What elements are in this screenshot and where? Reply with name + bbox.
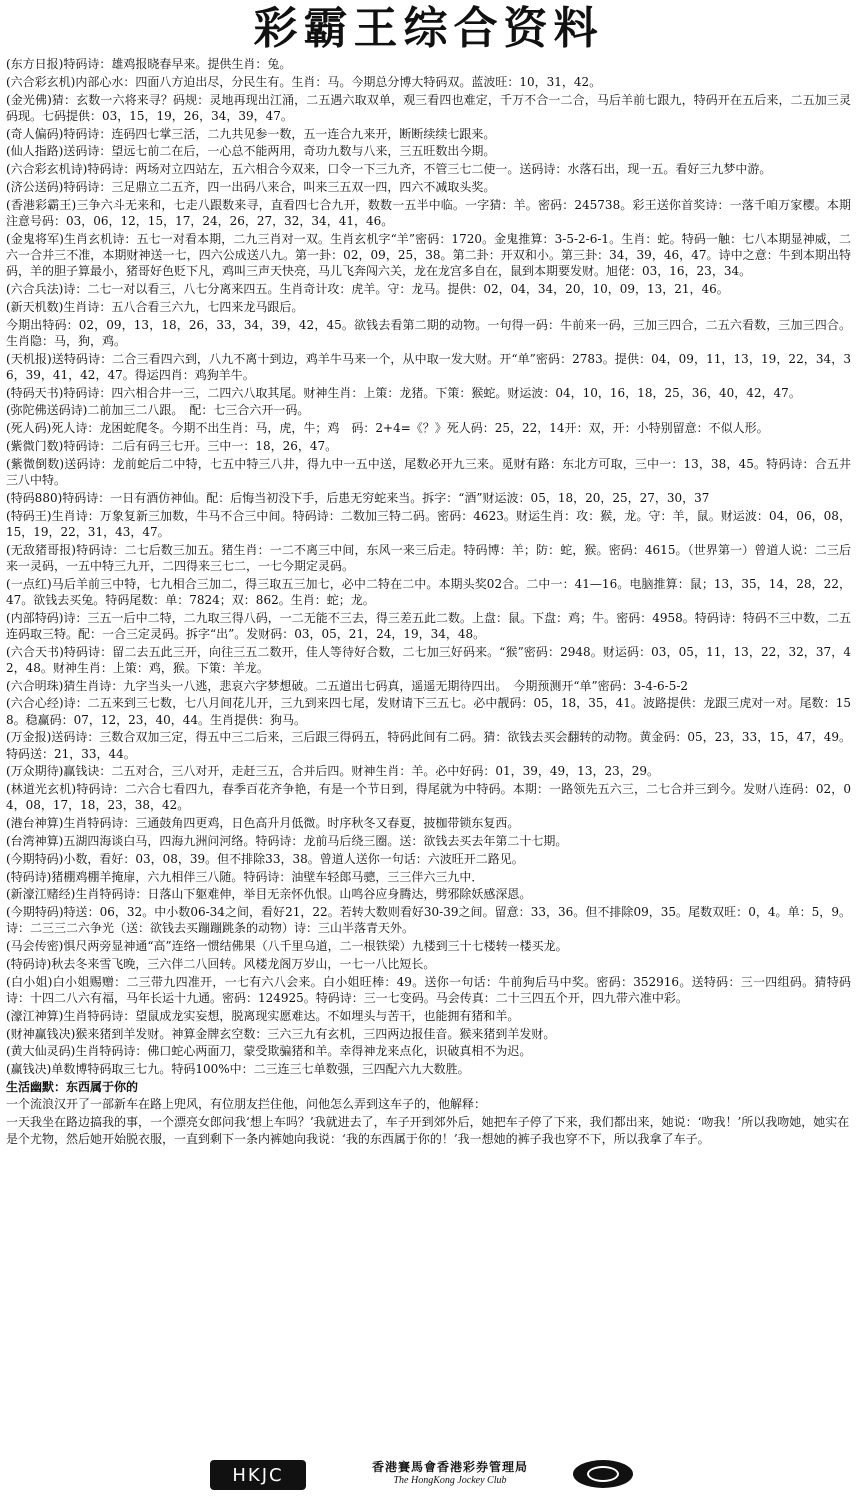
entry-source: (六合彩玄机诗) (6, 162, 88, 177)
entry-source: (特码880) (6, 490, 63, 505)
entry-text: 猜生肖诗：九字当头一八逃，悲哀六字梦想破。二五道出七码真，遥遥无期待四出。 今期预测开“单”密码：3-4-6-5-2 (63, 678, 689, 693)
info-entry (6, 490, 851, 506)
entry-source: (紫微门数) (6, 438, 64, 453)
entry-source: (仙人指路) (6, 144, 64, 159)
info-entry (6, 576, 851, 608)
entry-source: (六合天书) (6, 644, 64, 659)
jockey-club-logo (210, 1460, 306, 1490)
entry-source: (特码天书) (6, 385, 64, 400)
info-entry (6, 610, 851, 642)
entry-text: 送特码诗：二合三看四六到，八九不离十到边，鸡羊牛马来一个，从中取一发大财。开“单”密码：2783。提供：04，09，11，13，19，22，34，36，39，41，42，47。得运四肖：鸡狗羊牛。 (6, 351, 851, 382)
info-entry (6, 869, 851, 885)
entry-text: 单数博特码取三七九。特码100%中：二三连三七单数强，三四配六九大数胜。 (51, 1062, 470, 1077)
info-entry (6, 1026, 851, 1042)
entry-text: 生肖特码诗：日落山下躯难伸，举目无亲怀仇恨。山鸣谷应身腾达，劈邪除妖感深恩。 (75, 887, 532, 902)
entry-source: (马会传密) (6, 939, 64, 954)
entry-source: (紫微倒数) (6, 456, 65, 471)
entry-text: 猜：玄数一六将来寻？码规：灵地再现出江涌，二五遇六取双单，观三看四也难定，千万不合一二合，马后羊前七跟九，特码开在五后来，二五加三灵码现。七码提供：03，15，19，26，34，39，47。 (6, 92, 851, 123)
entry-text: 诗：二五来到三七数，七八月间花儿开，三九到来四七尾，发财请下三五七。必中靓码：05，18，35，41。波路提供：龙跟三虎对一对。尾数：158。稳赢码：07，12，23，40，44。生肖提供：狗马。 (6, 696, 851, 727)
info-entry (6, 197, 851, 229)
entry-text: 特送：06，32。中小数06-34之间，看好21，22。若转大数则看好30-39之间。留意：33，36。但不排除09，35。尾数双旺：0，4。单：5，9。诗：二三三二六争光（送：欲钱去买蹦蹦跳条的动物）诗：三山半落青天外。 (6, 905, 851, 936)
info-entry (6, 974, 851, 1006)
info-entry (6, 420, 851, 436)
entry-source: (台湾神算) (6, 833, 64, 848)
entry-source: (特码王) (6, 508, 52, 523)
entry-text: 特码诗：二六合七看四九，春季百花齐争艳，有是一个节日到，得尾就为中特码。本期：一路领先五六三，二七合并三到今。发财八连码：02，04，08，17，18，23，38，42。 (6, 782, 851, 813)
story-paragraph: 一天我坐在路边搞我的事，一个漂亮女郎问我‘想上车吗？’我就进去了，车子开到郊外后，她把车子停了下来，我们都出来，她说：‘吻我！’所以我吻她，她实在是个尤物，然后她开始脱衣服，一直到剩下一条内裤她向我说：‘我的东西属于你的！’我一想她的裤子我也穿不下，所以我拿了车子。 (6, 1114, 850, 1147)
entry-source: (死人码) (6, 421, 52, 436)
entry-text: 特码诗：一日有酒仿神仙。配：后悔当初没下手，后患无穷蛇来当。拆字：“酒”财运波：05，18，20，25，27，30，37 (62, 490, 710, 505)
info-entry (6, 126, 851, 142)
entry-source: (港台神算) (6, 816, 64, 831)
entry-source: (林道光玄机) (6, 782, 77, 797)
info-entry (6, 143, 851, 159)
info-entry (6, 231, 851, 280)
entry-text: 特码诗：四六相合井一三，二四六八取其尾。财神生肖：上策：龙猪。下策：猴蛇。财运波：04，10，16，18，25，36，40，42，47。 (63, 385, 801, 400)
info-entry (6, 317, 851, 349)
entry-text: 惧尺两旁显神通“高”连络一惯结佛果（八千里乌道，二一根铁梁）九楼到三十七楼转一楼买龙。 (63, 939, 568, 954)
info-entry (6, 456, 851, 488)
entry-source: (内部特码) (6, 610, 64, 625)
entry-text: 送码诗：龙前蛇后二中特，七五中特三八井，得九中一五中送，尾数必开九三来。觅财有路：东北方可取，三中一：13，38，45。特码诗：合五井三八中特。 (6, 456, 851, 487)
entry-text: 特码诗：留二去五此三开，向往三五二数开，佳人等待好合数，二七加三好码来。“猴”密码：2948。财运码：03，05，11，13，22，32，37，42，48。财神生肖：上策：鸡，猴。下策：羊龙。 (6, 644, 851, 675)
entry-source: (弥陀佛送码诗) (6, 403, 88, 418)
entry-source: (一点红) (6, 576, 52, 591)
entry-source: (无敌猪哥报) (6, 542, 76, 557)
entry-source: (万众期待) (6, 764, 64, 779)
entry-source: (六合彩玄机) (6, 74, 76, 89)
jockey-club-logo-text: HKJC (232, 1464, 284, 1486)
entry-source: (新天机数) (6, 299, 64, 314)
info-entry (6, 729, 851, 761)
entry-text: 特码诗：二后有码三七开。三中一：18，26，47。 (63, 438, 338, 453)
entry-text: 生肖特码诗：三通鼓角四更鸡，日色高升月低微。时序秋冬又春夏，披枷带锁东复西。 (63, 816, 520, 831)
entry-text: 特码诗：连码四七掌三活，二九共见参一数，五一连合九来开，断断续续七跟来。 (63, 126, 496, 141)
entry-source: (财神赢钱决) (6, 1026, 76, 1041)
entry-text: 赢钱诀：二五对合，三八对开，走赶三五，合并后四。财神生肖：羊。必中好码：01，39，49，13，23，29。 (63, 764, 659, 779)
info-entry (6, 351, 851, 383)
entry-source: (东方日报) (6, 57, 64, 71)
entry-text: 今期出特码：02，09，13，18，26，33，34，39，42，45。欲钱去看第二期的动物。一句得一码：牛前来一码，三加三四合，二五六看数，三加三四合。生肖隐：马，狗，鸡。 (6, 317, 851, 348)
entry-text: 内部心水：四面八方迫出尽，分民生有。生肖：马。今期总分博大特码双。蓝波旺：10，31，42。 (75, 74, 602, 89)
entry-source: (新濠江赌经) (6, 887, 76, 902)
humor-title: 生活幽默：东西属于你的 (6, 1080, 139, 1095)
entry-source: (白小姐) (6, 974, 53, 989)
info-entry (6, 644, 851, 676)
info-entry (6, 1061, 851, 1077)
entry-text: 生肖特码诗：佛口蛇心两面刀，蒙受欺骗猪和羊。幸得神龙来点化，识破真相不为迟。 (75, 1044, 532, 1059)
entry-source: (万金报) (6, 730, 52, 745)
entry-text: 三争六斗无来和，七走八跟数来寻，直看四七合九开，数数一五半中临。一字猜：羊。密码：245738。彩王送你首奖诗：一落千咱万家樱。本期注意号码：03，06，12，15，17，24，26，27，32，34，41，46。 (6, 197, 851, 228)
entry-text: 送码诗：三数合双加三定，得五中三二后来，三后跟三得码五，特码此间有二码。猜：欲钱去买会翻转的动物。黄金码：05，23，33，15，47，49。特码送：21，33，44。 (6, 730, 851, 761)
entry-text: 诗：二七一对以看三，八七分离来四五。生肖奇计攻：虎羊。守：龙马。提供：02，04，34，20，10，09，13，21，46。 (63, 281, 729, 296)
info-entry (6, 938, 851, 954)
footer-text (330, 1458, 570, 1486)
info-entry (6, 781, 851, 813)
entry-text: 白小姐赐赠：二三带九四准开，一七有六八会来。白小姐旺棒：49。送你一句话：牛前狗后马中奖。密码：352916。送特码：三一四组码。猜特码诗：十四二八六有福，马年长运十九通。密码：124925。特码诗：三一七变码。马会传真：二十三四五个开，四九带六准中彩。 (6, 974, 851, 1005)
entry-source: (濠江神算) (6, 1008, 64, 1023)
entry-source: (六合明珠) (6, 678, 64, 693)
entry-text: 特码诗：二七后数三加五。猪生肖：一二不离三中间，东风一来三后走。特码博：羊；防：蛇，猴。密码：4615。（世界第一）曾道人说：二三后来一灵码，一五中特三九开，二四得来三七二，一七今期定灵码。 (6, 542, 851, 573)
entry-source: (天机报) (6, 351, 52, 366)
entry-text: 二前加三二八跟。 配：七三合六开一码。 (87, 403, 310, 418)
info-entry (6, 74, 851, 90)
info-entry (6, 56, 851, 72)
info-entry (6, 92, 851, 124)
entry-source: (济公送码) (6, 179, 64, 194)
info-entry (6, 956, 851, 972)
entry-text: 死人诗：龙困蛇爬冬。今期不出生肖：马，虎，牛；鸡 码：2+4=《？》死人码：25，22，14开：双，开：小特别留意：不似人形。 (51, 421, 769, 436)
footer-chinese-name: 香港賽馬會香港彩券管理局 (371, 1460, 528, 1474)
lottery-logo-icon (573, 1460, 633, 1488)
content-area (6, 56, 851, 1446)
entry-source: (金光佛) (6, 92, 52, 107)
info-entry (6, 542, 851, 574)
humor-story (6, 1096, 851, 1149)
page-title: 彩霸王综合资料 (253, 3, 604, 54)
entry-text: 特码诗：三足鼎立二五齐，四一出码八来合，叫来三五双一四，四六不减取头奖。 (63, 179, 496, 194)
entry-text: 猪棚鸡棚羊掩扉，六九相伴三八随。特码诗：油壁车轻郎马骢，三三伴六三九中． (51, 869, 484, 884)
info-entry (6, 161, 851, 177)
entry-source: (六合兵法) (6, 281, 64, 296)
info-entry (6, 402, 851, 418)
info-entry (6, 179, 851, 195)
entry-text: 马后羊前三中特，七九相合三加二，得三取五三加七，必中二特在二中。本期头奖02合。二中一：41—16。电脑推算：鼠；13，35，14，28，22，47。欲钱去买兔。特码尾数：单：7824；双：862。生肖：蛇；龙。 (6, 576, 851, 607)
info-entry (6, 851, 851, 867)
entry-source: (今期特码) (6, 851, 64, 866)
info-entry (6, 763, 851, 779)
entry-text: 特码诗：两场对立四站左，五六相合今双来，口令一下三九齐，不管三七二使一。送码诗：水落石出，现一五。看好三九梦中游。 (87, 162, 772, 177)
story-paragraph: 一个流浪汉开了一部新车在路上兜风，有位朋友拦住他，问他怎么弄到这车子的，他解释： (6, 1097, 487, 1112)
footer (0, 1452, 857, 1496)
entry-source: (特码诗) (6, 956, 52, 971)
info-entry (6, 815, 851, 831)
entry-source: (今期特码) (6, 905, 64, 920)
entry-source: (金鬼将军) (6, 231, 64, 246)
info-entry (6, 508, 851, 540)
entry-text: 诗：三五一后中二特，二九取三得八码，一二无能不三去，得三差五此二数。上盘：鼠。下盘：鸡；牛。密码：4958。特码诗：特码不三中数，二五连码取三特。配：一合三定灵码。拆字“出”。发财码：03，05，21，24，19，34，48。 (6, 610, 851, 641)
info-entry (6, 904, 851, 936)
entry-source: (香港彩霸王) (6, 197, 77, 212)
info-entry (6, 833, 851, 849)
entry-source: (黄大仙灵码) (6, 1044, 76, 1059)
entry-text: 生肖特码诗：望鼠成龙实妄想，脱离现实愿难达。不如埋头与苦干，也能拥有猪和羊。 (63, 1008, 520, 1023)
info-entry (6, 678, 851, 694)
info-entry (6, 1043, 851, 1059)
entry-text: 猴来猪到羊发财。神算金牌玄空数：三六三九有玄机，三四两边报佳音。猴来猪到羊发财。 (75, 1026, 556, 1041)
info-entry (6, 281, 851, 297)
entry-text: 生肖诗：五八合看三六九，七四来龙马跟后。 (63, 299, 304, 314)
entry-text: 生肖诗：万象复新三加数，牛马不合三中间。特码诗：二数加三特二码。密码：4623。财运生肖：攻：猴，龙。守：羊，鼠。财运波：04，06，08，15，19，22，31，43，47。 (6, 508, 851, 539)
info-entry (6, 886, 851, 902)
entry-source: (奇人偏码) (6, 126, 64, 141)
entry-text: 送码诗：望远七前二在后，一心总不能两用，奇功九数与八来，三五旺数出今期。 (63, 144, 496, 159)
entry-source: (六合心经) (6, 696, 64, 711)
info-entry (6, 438, 851, 454)
info-entry (6, 299, 851, 315)
footer-english-name: The HongKong Jockey Club (393, 1475, 507, 1486)
entry-source: (特码诗) (6, 869, 52, 884)
info-entry (6, 385, 851, 401)
entry-text: 特码诗：雄鸡报晓春早来。提供生肖：兔。 (63, 57, 292, 71)
entry-text: 小数，看好：03，08，39。但不排除33，38。曾道人送你一句话：六波旺开二路见。 (63, 851, 524, 866)
entry-text: 五湖四海谈白马，四海九洲问河络。特码诗：龙前马后绕三圈。送：欲钱去买去年第二十七期。 (63, 833, 568, 848)
info-entry (6, 695, 851, 727)
info-entry (6, 1008, 851, 1024)
entry-text: 秋去冬来雪飞晚，三六伴二八回转。风楼龙阁万岁山，一七一八比短长。 (51, 956, 436, 971)
entry-text: 生肖玄机诗：五七一对看本期，二九三肖对一双。生肖玄机字“羊”密码：1720。金鬼推算：3-5-2-6-1。生肖：蛇。特码一触：七八本期显神威，二六一合并三不准，本期财神送一七，四六公成送八九。第一卦：02，09，25，38。第二卦：开双和小。第三卦：34，39，46，47。诗中之意：牛到本期出特码，羊的胆子算最小，猪哥好色贬下凡，鸡叫三声天快亮，马儿飞奔闯六关，龙在龙宫多自在，鼠到本期要发财。旭佬：03，16，23，34。 (6, 231, 851, 279)
entry-source: (赢钱决) (6, 1062, 52, 1077)
